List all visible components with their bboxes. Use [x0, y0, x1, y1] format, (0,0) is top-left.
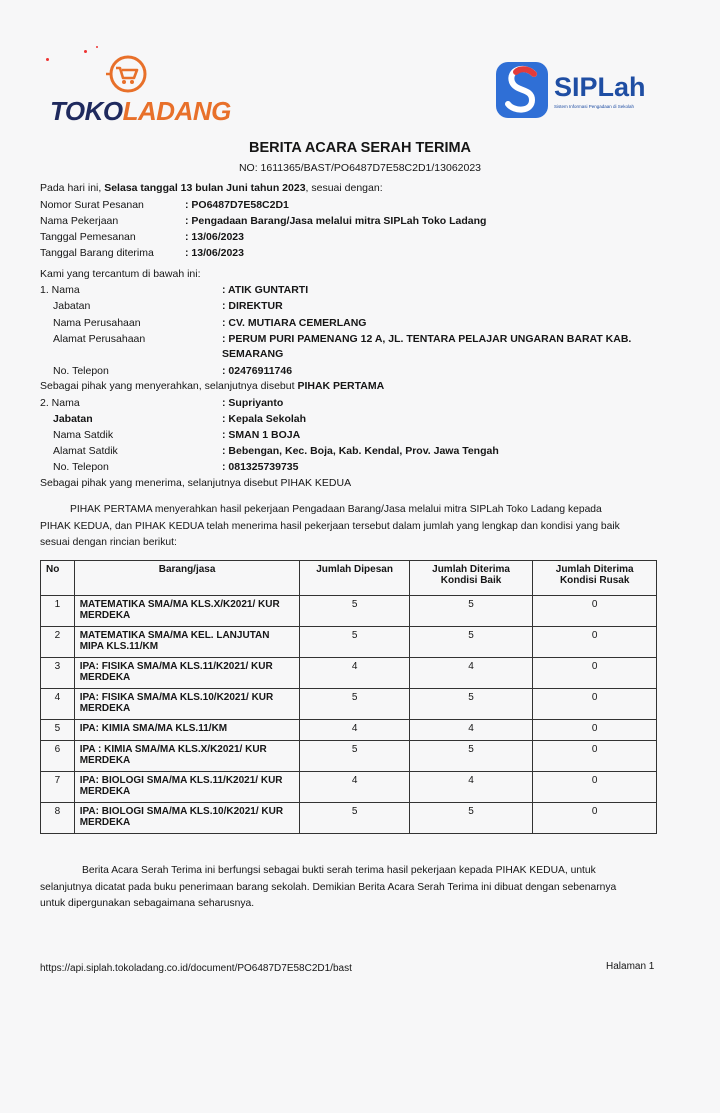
party1-label: Jabatan — [53, 300, 91, 312]
cell-damaged: 0 — [533, 720, 657, 741]
party1-label: Alamat Perusahaan — [53, 333, 146, 345]
order-value: : Pengadaan Barang/Jasa melalui mitra SIPLah Toko Ladang — [185, 215, 487, 227]
siplah-mark-icon — [494, 58, 550, 122]
col-header-good: Jumlah Diterima Kondisi Baik — [409, 561, 533, 596]
table-row — [41, 741, 657, 772]
party2-label: No. Telepon — [53, 461, 109, 473]
col-header-item: Barang/jasa — [74, 561, 300, 596]
cell-damaged: 0 — [533, 772, 657, 803]
col-header-ordered: Jumlah Dipesan — [300, 561, 409, 596]
cell-ordered: 5 — [300, 803, 409, 834]
party1-value: : DIREKTUR — [222, 300, 283, 312]
cell-good: 4 — [409, 772, 533, 803]
closing-paragraph — [40, 863, 670, 913]
cell-item: MATEMATIKA SMA/MA KLS.X/K2021/ KUR MERDEKA — [74, 596, 300, 627]
cell-damaged: 0 — [533, 741, 657, 772]
cell-good: 5 — [409, 627, 533, 658]
cell-damaged: 0 — [533, 596, 657, 627]
siplah-logo — [494, 58, 664, 128]
party1-value: : ATIK GUNTARTI — [222, 284, 309, 296]
party2-value: : Supriyanto — [222, 397, 284, 409]
cell-no: 7 — [41, 772, 75, 803]
cell-ordered: 4 — [300, 658, 409, 689]
tokoladang-logo — [50, 52, 231, 132]
party2-label: Alamat Satdik — [53, 445, 118, 457]
statement-paragraph — [40, 502, 670, 552]
party1-label: No. Telepon — [53, 365, 109, 377]
party1-role: Sebagai pihak yang menyerahkan, selanjutnya disebut PIHAK PERTAMA — [40, 380, 385, 392]
items-table — [40, 560, 657, 834]
table-row — [41, 803, 657, 834]
party2-label: Nama Satdik — [53, 429, 114, 441]
cell-ordered: 5 — [300, 596, 409, 627]
cell-no: 3 — [41, 658, 75, 689]
party1-value-cont: SEMARANG — [222, 348, 284, 360]
cell-no: 4 — [41, 689, 75, 720]
cell-good: 5 — [409, 596, 533, 627]
siplah-wordmark: SIPLah — [554, 72, 646, 102]
cart-icon — [102, 54, 148, 98]
col-header-no: No — [41, 561, 75, 596]
cell-ordered: 5 — [300, 627, 409, 658]
table-header-row — [41, 561, 657, 596]
document-title: BERITA ACARA SERAH TERIMA — [248, 140, 472, 156]
page-number: Halaman 1 — [606, 961, 655, 972]
table-row — [41, 689, 657, 720]
cell-ordered: 5 — [300, 741, 409, 772]
document-number: NO: 1611365/BAST/PO6487D7E58C2D1/13062023 — [238, 162, 482, 174]
cell-item: MATEMATIKA SMA/MA KEL. LANJUTAN MIPA KLS.11/KM — [74, 627, 300, 658]
party1-value: : PERUM PURI PAMENANG 12 A, JL. TENTARA PELAJAR UNGARAN BARAT KAB. — [222, 333, 632, 345]
cell-item: IPA: FISIKA SMA/MA KLS.10/K2021/ KUR MERDEKA — [74, 689, 300, 720]
decor-dot — [46, 58, 49, 61]
decor-dot — [84, 50, 87, 53]
cell-ordered: 4 — [300, 772, 409, 803]
order-label: Nomor Surat Pesanan — [40, 199, 144, 211]
order-label: Nama Pekerjaan — [40, 215, 119, 227]
tokoladang-wordmark: TOKOLADANG — [50, 96, 231, 126]
intro-text: Pada hari ini, Selasa tanggal 13 bulan Juni tahun 2023, sesuai dengan: — [40, 182, 383, 194]
cell-no: 8 — [41, 803, 75, 834]
cell-good: 5 — [409, 741, 533, 772]
cell-no: 1 — [41, 596, 75, 627]
party2-label: 2. Nama — [40, 397, 80, 409]
party2-value: : SMAN 1 BOJA — [222, 429, 301, 441]
closing-line: Berita Acara Serah Terima ini berfungsi sebagai bukti serah terima hasil pekerjaan kepada PIHAK KEDUA, untuk — [82, 865, 596, 876]
order-value: : 13/06/2023 — [185, 247, 244, 259]
party2-value: : 081325739735 — [222, 461, 299, 473]
party1-label: 1. Nama — [40, 284, 80, 296]
cell-item: IPA: FISIKA SMA/MA KLS.11/K2021/ KUR MERDEKA — [74, 658, 300, 689]
cell-damaged: 0 — [533, 658, 657, 689]
statement-line: sesuai dengan rincian berikut: — [40, 537, 177, 548]
siplah-tagline: Sistem Informasi Pengadaan di Sekolah — [554, 104, 635, 109]
statement-line: PIHAK KEDUA, dan PIHAK KEDUA telah menerima hasil pekerjaan tersebut dalam jumlah yang lengkap dan kondisi yang baik — [40, 520, 620, 532]
order-label: Tanggal Pemesanan — [40, 231, 136, 243]
closing-line: selanjutnya dicatat pada buku penerimaan barang sekolah. Demikian Berita Acara Serah Terima ini dibuat dengan sebenarnya — [40, 881, 617, 893]
party2-role: Sebagai pihak yang menerima, selanjutnya disebut PIHAK KEDUA — [40, 477, 352, 489]
order-label: Tanggal Barang diterima — [40, 247, 154, 259]
table-row — [41, 658, 657, 689]
cell-item: IPA: KIMIA SMA/MA KLS.11/KM — [74, 720, 300, 741]
cell-item: IPA: BIOLOGI SMA/MA KLS.10/K2021/ KUR MERDEKA — [74, 803, 300, 834]
table-row — [41, 627, 657, 658]
order-value: : 13/06/2023 — [185, 231, 244, 243]
cell-good: 4 — [409, 658, 533, 689]
cell-good: 5 — [409, 803, 533, 834]
party2-label: Jabatan — [53, 413, 93, 425]
order-value: : PO6487D7E58C2D1 — [185, 199, 289, 211]
table-row — [41, 720, 657, 741]
cell-damaged: 0 — [533, 689, 657, 720]
party2-value: : Kepala Sekolah — [222, 413, 307, 425]
statement-line: PIHAK PERTAMA menyerahkan hasil pekerjaan Pengadaan Barang/Jasa melalui mitra SIPLah Toko Ladang kepada — [70, 504, 602, 515]
cell-good: 5 — [409, 689, 533, 720]
closing-line: untuk dipergunakan sebagaimana seharusnya. — [40, 898, 255, 909]
cell-item: IPA: BIOLOGI SMA/MA KLS.11/K2021/ KUR MERDEKA — [74, 772, 300, 803]
listed-below-text: Kami yang tercantum di bawah ini: — [40, 268, 201, 280]
footer-url: https://api.siplah.tokoladang.co.id/document/PO6487D7E58C2D1/bast — [40, 963, 352, 974]
cell-no: 2 — [41, 627, 75, 658]
table-row — [41, 596, 657, 627]
party1-label: Nama Perusahaan — [53, 317, 141, 329]
cell-ordered: 5 — [300, 689, 409, 720]
cell-damaged: 0 — [533, 627, 657, 658]
cell-item: IPA : KIMIA SMA/MA KLS.X/K2021/ KUR MERDEKA — [74, 741, 300, 772]
cell-good: 4 — [409, 720, 533, 741]
party1-value: : CV. MUTIARA CEMERLANG — [222, 317, 367, 329]
cell-no: 6 — [41, 741, 75, 772]
party2-value: : Bebengan, Kec. Boja, Kab. Kendal, Prov. Jawa Tengah — [222, 445, 499, 457]
decor-dot — [96, 46, 98, 48]
table-row — [41, 772, 657, 803]
col-header-damaged: Jumlah Diterima Kondisi Rusak — [533, 561, 657, 596]
cell-ordered: 4 — [300, 720, 409, 741]
cell-damaged: 0 — [533, 803, 657, 834]
cell-no: 5 — [41, 720, 75, 741]
party1-value: : 02476911746 — [222, 365, 293, 377]
